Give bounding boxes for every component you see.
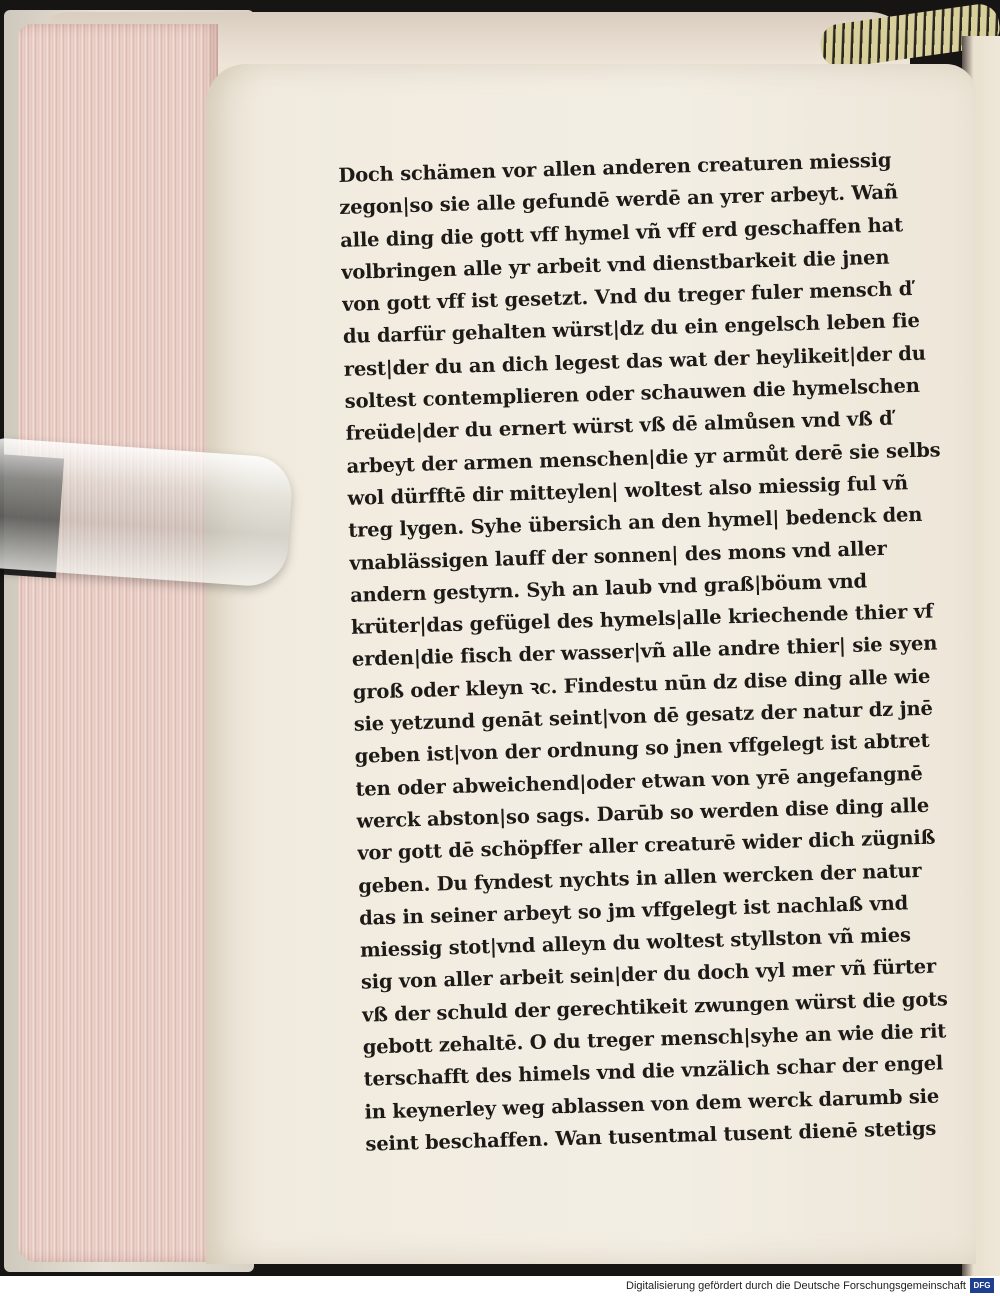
text-line: ten oder abweichend|oder etwan von yrē angefangnē [355,761,923,801]
page-edges [18,24,218,1262]
text-line: seint beschaffen. Wan tusentmal tusent dienē stetigs [365,1116,937,1156]
text-line: vor gott dē schöpffer aller creaturē wider dich zügniß [357,825,936,865]
text-line: Doch schämen vor allen anderen creaturen miessig [338,148,892,187]
text-line: alle ding die gott vff hymel vñ vff erd geschaffen hat [339,212,904,252]
text-line: werck abston|so sags. Darūb so werden dise ding alle [356,793,930,833]
text-line: geben. Du fyndest nychts in allen wercken der natur [357,858,922,898]
text-line: arbeyt der armen menschen|die yr armůt derē sie selbs [346,437,941,478]
text-line: von gott vff ist gesetzt. Vnd du treger fuler mensch ď [341,277,913,317]
footer-bar [0,1276,1000,1296]
text-line: rest|der du an dich legest das wat der heylikeit|der du [343,341,926,381]
text-line: andern gestyrn. Syh an laub vnd graß|böum vnd [349,569,868,607]
text-line: sig von aller arbeit sein|der du doch vyl mer vñ fürter [360,955,937,995]
text-line: terschafft des himels vnd die vnzälich schar der engel [363,1051,944,1091]
text-line: erden|die fisch der wasser|vñ alle andre thier| sie syen [351,631,938,672]
funding-credit: Digitalisierung gefördert durch die Deutsche Forschungsgemeinschaft [626,1280,966,1292]
text-line: geben ist|von der ordnung so jnen vffgelegt ist abtret [354,729,930,769]
page-text [338,143,968,1161]
text-line: krüter|das gefügel des hymels|alle kriechende thier vf [350,599,934,639]
text-line: soltest contemplieren oder schauwen die hymelschen [344,373,920,413]
text-line: das in seiner arbeyt so jm vffgelegt ist nachlaß vnd [358,891,909,930]
text-line: wol dürfftē dir mitteylen| woltest also miessig ful vñ [347,471,909,510]
text-line: treg lygen. Syhe übersich an den hymel| bedenck den [348,503,923,543]
text-line: vnablässigen lauff der sonnen| des mons vnd aller [348,536,887,575]
text-line: volbringen alle yr arbeit vnd dienstbarkeit die jnen [340,245,890,284]
text-line: in keynerley weg ablassen von dem werck darumb sie [364,1084,940,1124]
text-line: freüde|der du ernert würst vß dē almůsen vnd vß ď [345,406,893,446]
text-line: miessig stot|vnd alleyn du woltest styllston vñ mies [359,923,912,962]
text-line: zegon|so sie alle gefundē werdē an yrer arbeyt. Wañ [339,180,899,220]
text-line: vß der schuld der gerechtikeit zwungen würst die gots [361,987,948,1027]
text-line: gebott zehaltē. O du treger mensch|syhe an wie die rit [362,1019,947,1059]
dfg-logo: DFG [970,1278,994,1293]
text-line: groß oder kleyn ꝛc. Findestu nūn dz dise ding alle wie [352,664,931,704]
text-line: sie yetzund genāt seint|von dē gesatz der natur dz jnē [353,696,933,736]
text-line: du darfür gehalten würst|dz du ein engelsch leben fie [342,309,920,349]
glass-page-weight [0,438,294,589]
